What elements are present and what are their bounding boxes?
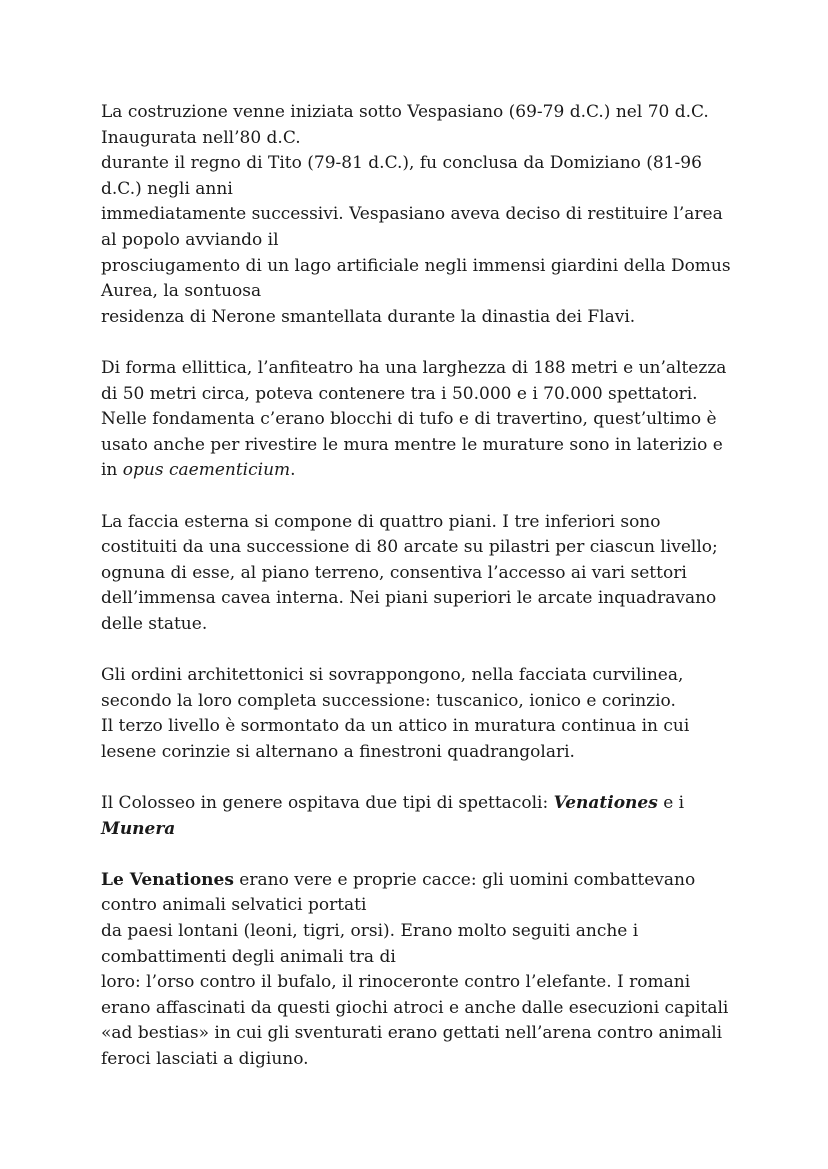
text-line: Aurea, la sontuosa [101, 281, 262, 302]
text-line: «ad bestias» in cui gli sventurati erano gettati nell’arena contro animali [101, 1023, 723, 1044]
text-line [101, 868, 761, 894]
text-line: Inaugurata nell’80 d.C. [101, 127, 301, 148]
text-line: dell’immensa cavea interna. Nei piani superiori le arcate inquadravano [101, 588, 717, 609]
text-run: . [290, 460, 296, 481]
text-run: in [101, 460, 123, 481]
text-line: residenza di Nerone smantellata durante la dinastia dei Flavi. [101, 306, 636, 327]
text-line: Gli ordini architettonici si sovrappongono, nella facciata curvilinea, [101, 665, 684, 686]
text-line: durante il regno di Tito (79-81 d.C.), fu conclusa da Domiziano (81-96 [101, 153, 702, 174]
paragraph-shape [101, 356, 761, 484]
text-line: usato anche per rivestire le mura mentre le murature sono in laterizio e [101, 434, 723, 455]
text-line: erano affascinati da questi giochi atroci e anche dalle esecuzioni capitali [101, 997, 729, 1018]
text-line: La faccia esterna si compone di quattro piani. I tre inferiori sono [101, 511, 661, 532]
text-line: prosciugamento di un lago artificiale negli immensi giardini della Domus [101, 255, 731, 276]
text-line: Il terzo livello è sormontato da un attico in muratura continua in cui [101, 716, 690, 737]
term-munera: Munera [101, 818, 176, 839]
text-line: combattimenti degli animali tra di [101, 946, 396, 967]
paragraph-construction [101, 100, 761, 330]
text-line [101, 791, 761, 817]
text-line: di 50 metri circa, poteva contenere tra i 50.000 e i 70.000 spettatori. [101, 383, 698, 404]
paragraph-spectacles [101, 791, 761, 842]
text-line: immediatamente successivi. Vespasiano aveva deciso di restituire l’area [101, 204, 723, 225]
text-line: feroci lasciati a digiuno. [101, 1048, 309, 1069]
text-line: da paesi lontani (leoni, tigri, orsi). Erano molto seguiti anche i [101, 921, 639, 941]
text-line: costituiti da una successione di 80 arcate su pilastri per ciascun livello; [101, 537, 718, 558]
text-run: e i [657, 793, 685, 814]
text-line: Di forma ellittica, l’anfiteatro ha una larghezza di 188 metri e un’altezza [101, 357, 727, 378]
text-line: Nelle fondamenta c’erano blocchi di tufo e di travertino, quest’ultimo è [101, 409, 717, 430]
text-line: lesene corinzie si alternano a finestroni quadrangolari. [101, 741, 575, 762]
text-run: Il Colosseo in genere ospitava due tipi di spettacoli: [101, 793, 554, 814]
text-line: contro animali selvatici portati [101, 895, 367, 916]
paragraph-orders [101, 663, 761, 765]
text-line: loro: l’orso contro il bufalo, il rinoceronte contro l’elefante. I romani [101, 972, 691, 993]
text-run: erano vere e proprie cacce: gli uomini combattevano [233, 869, 696, 890]
text-line: d.C.) negli anni [101, 178, 233, 199]
text-line: secondo la loro completa successione: tuscanico, ionico e corinzio. [101, 690, 676, 711]
bold-lead: Le Venationes [101, 869, 234, 890]
paragraph-facade [101, 510, 761, 638]
text-line: La costruzione venne iniziata sotto Vespasiano (69-79 d.C.) nel 70 d.C. [101, 102, 709, 122]
text-line: al popolo avviando il [101, 229, 279, 250]
paragraph-venationes [101, 868, 761, 1073]
italic-term: opus caementicium [122, 460, 291, 481]
text-line: delle statue. [101, 613, 208, 634]
document-body [101, 100, 761, 1098]
term-venationes: Venationes [553, 793, 658, 814]
text-line: ognuna di esse, al piano terreno, consentiva l’accesso ai vari settori [101, 562, 687, 583]
text-line [101, 458, 761, 484]
